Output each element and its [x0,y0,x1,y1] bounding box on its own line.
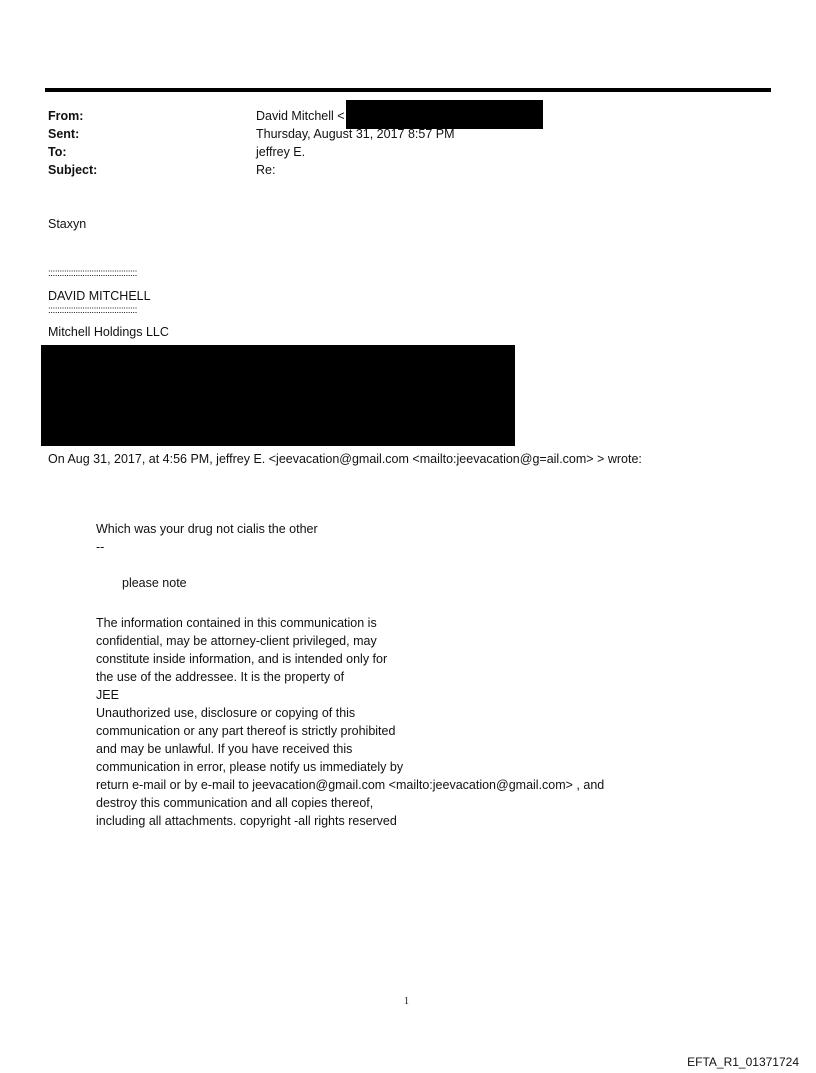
sent-value: Thursday, August 31, 2017 8:57 PM [256,127,455,141]
from-label: From: [48,109,84,123]
header-rule [45,88,771,92]
from-value: David Mitchell < [256,109,345,123]
please-note: please note [122,576,187,590]
disclaimer-line: and may be unlawful. If you have received this [96,742,353,756]
quoted-dashes: -- [96,540,105,554]
disclaimer [96,614,604,830]
disclaimer-line: the use of the addressee. It is the property of [96,670,345,684]
disclaimer-line: communication or any part thereof is strictly prohibited [96,724,396,738]
to-label: To: [48,145,67,159]
disclaimer-line: communication in error, please notify us immediately by [96,760,404,774]
page-number: 1 [404,996,409,1007]
quote-attribution: On Aug 31, 2017, at 4:56 PM, jeffrey E. <jeevacation@gmail.com <mailto:jeevacation@g=ail.com> > wrote: [48,452,642,466]
disclaimer-line: JEE [96,688,119,702]
subject-label: Subject: [48,163,98,177]
bates-number: EFTA_R1_01371724 [687,1055,799,1069]
disclaimer-line: including all attachments. copyright -all rights reserved [96,814,397,828]
disclaimer-line: confidential, may be attorney-client privileged, may [96,634,377,648]
subject-value: Re: [256,163,276,177]
redaction-signature-block [41,345,515,446]
disclaimer-line: The information contained in this communication is [96,616,377,630]
signature-name: DAVID MITCHELL [48,289,151,303]
disclaimer-line: destroy this communication and all copies thereof, [96,796,374,810]
disclaimer-line: constitute inside information, and is intended only for [96,652,388,666]
quoted-message: Which was your drug not cialis the other [96,522,318,536]
signature-separator: ::::::::::::::::::::::::::::::::::::::: [48,268,137,279]
disclaimer-line: Unauthorized use, disclosure or copying of this [96,706,356,720]
signature-company: Mitchell Holdings LLC [48,325,169,339]
disclaimer-line: return e-mail or by e-mail to jeevacation@gmail.com <mailto:jeevacation@gmail.com> , and [96,778,605,792]
reply-text: Staxyn [48,217,87,231]
sent-label: Sent: [48,127,80,141]
to-value: jeffrey E. [256,145,306,159]
signature-separator: ::::::::::::::::::::::::::::::::::::::: [48,305,137,316]
redaction-from-email [346,100,543,129]
